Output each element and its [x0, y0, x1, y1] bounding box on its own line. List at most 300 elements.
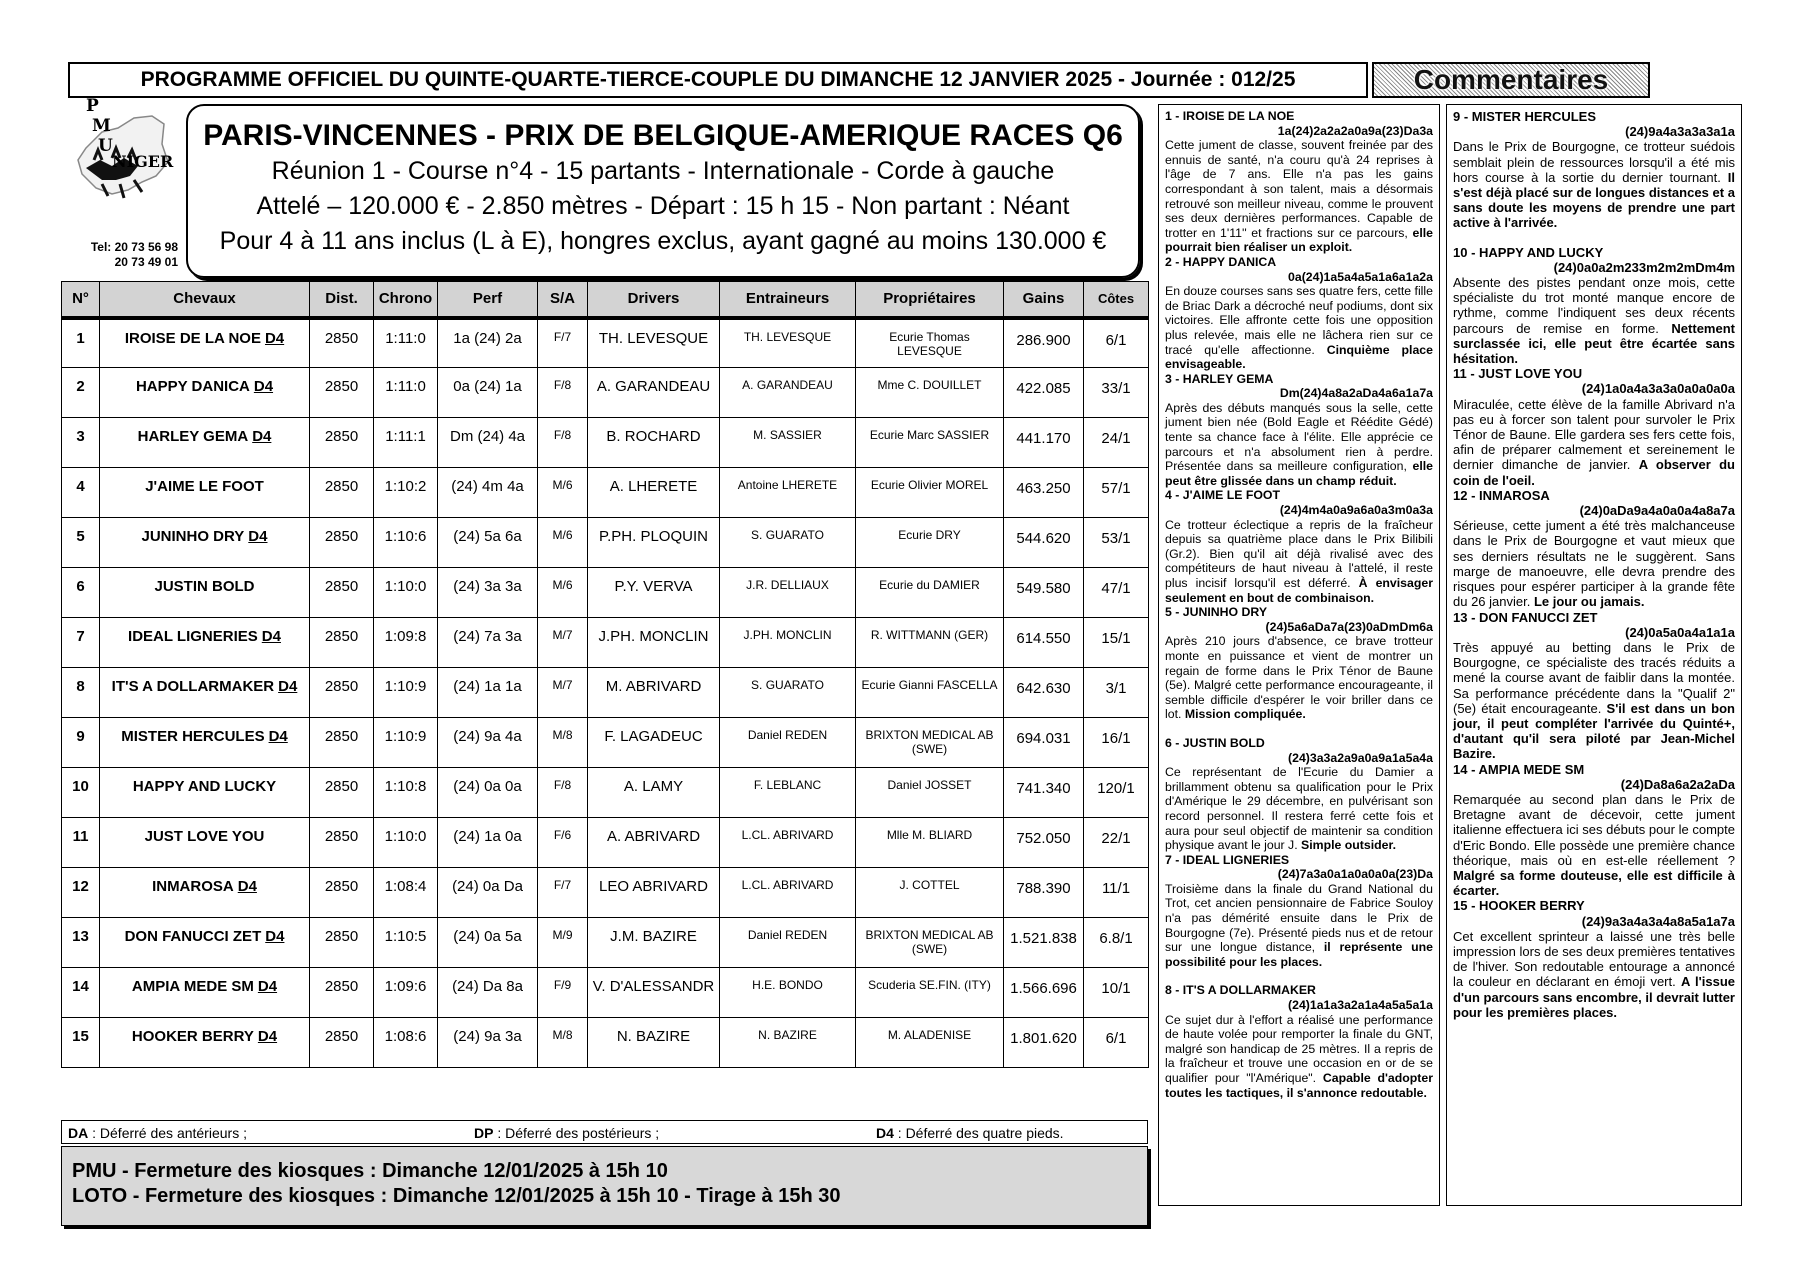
cell-owner: Ecurie Olivier MOREL [856, 468, 1004, 518]
cell-gains: 788.390 [1004, 868, 1084, 918]
cell-gains: 642.630 [1004, 668, 1084, 718]
table-row [62, 668, 1149, 718]
col-header-cotes: Côtes [1084, 282, 1149, 318]
cell-gains: 1.521.838 [1004, 918, 1084, 968]
cell-perf: (24) 0a 5a [438, 918, 538, 968]
comment-verdict: A observer du coin de l'oeil. [1453, 457, 1735, 488]
cell-driver: N. BAZIRE [588, 1018, 720, 1068]
comment-text [1165, 284, 1433, 372]
comment-horse-title: 4 - J'AIME LE FOOT [1165, 488, 1280, 503]
cell-gains: 1.566.696 [1004, 968, 1084, 1018]
comment-form-record: (24)1a1a3a2a1a4a5a5a1a [1288, 998, 1433, 1013]
comment-horse-title: 6 - JUSTIN BOLD [1165, 735, 1265, 750]
comment-horse-title: 1 - IROISE DE LA NOE [1165, 109, 1295, 123]
comment-block [1453, 488, 1735, 610]
horse-name: IDEAL LIGNERIES [128, 628, 258, 645]
comment-form-record: (24)0a5a0a4a1a1a [1625, 624, 1735, 640]
table-row [62, 368, 1149, 418]
cell-perf: (24) 9a 4a [438, 718, 538, 768]
cell-chrono: 1:10:9 [374, 718, 438, 768]
comment-text [1453, 929, 1735, 1020]
comment-form-record: 1a(24)2a2a2a0a9a(23)Da3a [1277, 123, 1433, 138]
cell-dist: 2850 [310, 318, 374, 368]
cell-sa: F/7 [538, 318, 588, 368]
comment-horse-title: 8 - IT'S A DOLLARMAKER [1165, 983, 1316, 998]
cell-owner: Ecurie du DAMIER [856, 568, 1004, 618]
table-row [62, 318, 1149, 368]
cell-cote: 120/1 [1084, 768, 1149, 818]
table-row [62, 468, 1149, 518]
cell-horse [100, 618, 310, 668]
cell-dist: 2850 [310, 618, 374, 668]
cell-dist: 2850 [310, 1018, 374, 1068]
comment-body: Troisième dans la finale du Grand National du Trot, cet ancien pensionnaire de Fabrice Souloy n'a pas démérité ensuite dans le Prix de Bourgogne (7e). Présenté pieds nus et de retour sur une longue distance, [1165, 881, 1433, 955]
comments-column-left [1158, 104, 1440, 1206]
cell-driver: A. ABRIVARD [588, 818, 720, 868]
comment-spacer [1165, 722, 1433, 736]
comments-tab-label: Commentaires [1413, 64, 1609, 95]
cell-chrono: 1:10:6 [374, 518, 438, 568]
cell-gains: 694.031 [1004, 718, 1084, 768]
comment-text [1165, 138, 1433, 255]
cell-cote: 16/1 [1084, 718, 1149, 768]
col-header-trainers: Entraineurs [720, 282, 856, 318]
horse-name: MISTER HERCULES [121, 728, 265, 745]
cell-chrono: 1:10:0 [374, 568, 438, 618]
cell-sa: M/6 [538, 468, 588, 518]
cell-sa: F/8 [538, 368, 588, 418]
cell-horse [100, 718, 310, 768]
cell-horse [100, 318, 310, 368]
cell-dist: 2850 [310, 918, 374, 968]
comment-body: Miraculée, cette élève de la famille Abrivard n'a pas eu à forcer son talent pour survoler le Prix Ténor de Baune. Elle gardera ses fers cette fois, afin de préparer calmement et sereinement le dernier dimanche de janvier. [1453, 396, 1735, 473]
comment-spacer [1165, 969, 1433, 983]
cell-perf: (24) 5a 6a [438, 518, 538, 568]
cell-trainer: N. BAZIRE [720, 1018, 856, 1068]
cell-gains: 544.620 [1004, 518, 1084, 568]
cell-trainer: L.CL. ABRIVARD [720, 868, 856, 918]
comments-tab [1372, 62, 1650, 98]
cell-driver: A. GARANDEAU [588, 368, 720, 418]
cell-gains: 463.250 [1004, 468, 1084, 518]
shoeing-badge: D4 [268, 728, 288, 745]
shoeing-badge: D4 [257, 1028, 278, 1045]
cell-trainer: Daniel REDEN [720, 718, 856, 768]
cell-chrono: 1:10:8 [374, 768, 438, 818]
comment-block [1453, 366, 1735, 488]
comment-text [1165, 882, 1433, 970]
cell-horse [100, 968, 310, 1018]
logo-letter-m: M [92, 116, 111, 136]
col-header-drivers: Drivers [588, 282, 720, 318]
cell-chrono: 1:09:6 [374, 968, 438, 1018]
cell-driver: LEO ABRIVARD [588, 868, 720, 918]
pmu-closing-line: PMU - Fermeture des kiosques : Dimanche 12/01/2025 à 15h 10 [72, 1160, 668, 1182]
comment-block [1165, 488, 1433, 605]
cell-cote: 10/1 [1084, 968, 1149, 1018]
cell-gains: 614.550 [1004, 618, 1084, 668]
comment-form-record: Dm(24)4a8a2aDa4a6a1a7a [1279, 386, 1433, 401]
horse-name: JUSTIN BOLD [154, 578, 255, 595]
cell-trainer: Daniel REDEN [720, 918, 856, 968]
legend-d4-code: D4 [876, 1125, 894, 1141]
comment-form-record: (24)3a3a2a9a0a9a1a5a4a [1288, 750, 1433, 765]
comment-verdict: Il s'est déjà placé sur de longues distances et a sans doute les moyens de prendre une part active à l'arrivée. [1453, 169, 1735, 231]
cell-owner: Mme C. DOUILLET [856, 368, 1004, 418]
cell-owner: Daniel JOSSET [856, 768, 1004, 818]
cell-cote: 22/1 [1084, 818, 1149, 868]
cell-perf: (24) 4m 4a [438, 468, 538, 518]
comment-horse-title: 10 - HAPPY AND LUCKY [1453, 244, 1604, 260]
cell-driver: M. ABRIVARD [588, 668, 720, 718]
cell-dist: 2850 [310, 968, 374, 1018]
cell-cote: 3/1 [1084, 668, 1149, 718]
cell-trainer: L.CL. ABRIVARD [720, 818, 856, 868]
shoeing-badge: D4 [252, 428, 272, 445]
comment-horse-title: 5 - JUNINHO DRY [1165, 605, 1268, 620]
horse-name: HAPPY DANICA [135, 378, 250, 395]
legend-d4 [876, 1125, 1064, 1141]
comment-body: Cette jument de classe, souvent freinée par des ennuis de santé, n'a couru qu'à 24 reprises à l'âge de 7 ans. Elle n'a pas les gains correspondant à son talent, mais a désormais retrouvé son meilleur niveau, comme le prouvent ses deux dernières performances. Capable de trotter en 1'11'' et fractions sur ce parcours, [1165, 138, 1433, 240]
comment-text [1453, 275, 1735, 366]
cell-trainer: TH. LEVESQUE [720, 318, 856, 368]
cell-gains: 286.900 [1004, 318, 1084, 368]
cell-horse [100, 1018, 310, 1068]
loto-closing-line: LOTO - Fermeture des kiosques : Dimanche 12/01/2025 à 15h 10 - Tirage à 15h 30 [72, 1185, 841, 1207]
comment-body: Ce représentant de l'Ecurie du Damier a brillamment obtenu sa qualification pour le Prix d'Amérique le 29 décembre, en pulvérisant son record personnel. Il restera ferré cette fois et aura pour seul objectif de maintenir sa condition physique avant le jour J. [1165, 765, 1433, 853]
cell-gains: 549.580 [1004, 568, 1084, 618]
comment-horse-title: 14 - AMPIA MEDE SM [1453, 761, 1585, 777]
race-info-box [186, 104, 1140, 278]
cell-gains: 752.050 [1004, 818, 1084, 868]
cell-cote: 53/1 [1084, 518, 1149, 568]
comment-verdict: il représente une possibilité pour les places. [1165, 940, 1433, 969]
comment-body: Remarquée au second plan dans le Prix de Bretagne avant de décevoir, cette jument italienne effectuera ici ses débuts pour le compte d'Eric Bondo. Elle possède une première chance théorique, mais où en est-elle réellement ? [1453, 791, 1735, 868]
cell-driver: V. D'ALESSANDR [588, 968, 720, 1018]
cell-gains: 741.340 [1004, 768, 1084, 818]
comment-verdict: S'il est dans un bon jour, il peut compléter l'arrivée du Quinté+, d'autant qu'il sera piloté par Jean-Michel Bazire. [1453, 700, 1735, 762]
cell-owner: Ecurie DRY [856, 518, 1004, 568]
cell-chrono: 1:10:5 [374, 918, 438, 968]
comment-text [1165, 765, 1433, 853]
table-row [62, 818, 1149, 868]
comment-block [1165, 255, 1433, 372]
cell-perf: 0a (24) 1a [438, 368, 538, 418]
comment-block [1453, 109, 1735, 231]
cell-driver: P.Y. VERVA [588, 568, 720, 618]
cell-dist: 2850 [310, 518, 374, 568]
shoeing-badge: D4 [264, 329, 285, 347]
comment-horse-title: 13 - DON FANUCCI ZET [1453, 609, 1598, 625]
legend-bar [61, 1120, 1148, 1144]
shoeing-badge: D4 [253, 378, 274, 395]
comment-form-record: 0a(24)1a5a4a5a1a6a1a2a [1288, 269, 1433, 284]
cell-cote: 6.8/1 [1084, 918, 1149, 968]
cell-num: 11 [62, 818, 100, 868]
comment-horse-title: 3 - HARLEY GEMA [1165, 371, 1274, 386]
cell-sa: M/8 [538, 1018, 588, 1068]
cell-dist: 2850 [310, 568, 374, 618]
comment-body: Après 210 jours d'absence, ce brave trotteur monte en puissance et vient de montrer un regain de forme dans le Prix Ténor de Baune (5e). Malgré cette performance encourageante, il semble difficile d'espérer le voir briller dans ce lot. [1165, 634, 1433, 722]
col-header-gains: Gains [1004, 282, 1084, 318]
phone-1: Tel: 20 73 56 98 [90, 240, 178, 254]
cell-horse [100, 368, 310, 418]
race-eligibility-line: Pour 4 à 11 ans inclus (L à E), hongres exclus, ayant gagné au moins 130.000 € [219, 227, 1107, 255]
horse-name: HAPPY AND LUCKY [132, 778, 277, 795]
cell-sa: M/7 [538, 618, 588, 668]
cell-horse [100, 418, 310, 468]
race-title: PARIS-VINCENNES - PRIX DE BELGIQUE-AMERIQUE RACES Q6 [203, 119, 1123, 152]
cell-trainer: M. SASSIER [720, 418, 856, 468]
cell-chrono: 1:08:4 [374, 868, 438, 918]
comments-column-right [1446, 104, 1742, 1206]
programme-banner: PROGRAMME OFFICIEL DU QUINTE-QUARTE-TIERCE-COUPLE DU DIMANCHE 12 JANVIER 2025 - Journée : 012/25 [68, 62, 1368, 98]
cell-trainer: J.R. DELLIAUX [720, 568, 856, 618]
cell-perf: (24) 7a 3a [438, 618, 538, 668]
horse-name: INMAROSA [152, 878, 234, 895]
comment-block [1165, 736, 1433, 853]
cell-trainer: F. LEBLANC [720, 768, 856, 818]
horse-name: HARLEY GEMA [137, 428, 249, 445]
cell-horse [100, 818, 310, 868]
comment-text [1165, 401, 1433, 489]
shoeing-badge: D4 [278, 678, 298, 695]
cell-num: 10 [62, 768, 100, 818]
cell-trainer: S. GUARATO [720, 668, 856, 718]
cell-dist: 2850 [310, 818, 374, 868]
comment-verdict: elle peut être glissée dans un champ réduit. [1165, 459, 1433, 488]
table-row [62, 568, 1149, 618]
shoeing-badge: D4 [265, 928, 285, 945]
cell-owner: Ecurie Thomas LEVESQUE [856, 318, 1004, 368]
cell-driver: J.M. BAZIRE [588, 918, 720, 968]
comment-text [1165, 1013, 1433, 1101]
comment-body: Ce trotteur éclectique a repris de la fraîcheur depuis sa quatrième place dans le Prix Bilibili (Gr.2). Bien qu'il ait déjà rivalisé avec des compétiteurs de haut niveau à l'attelé, il reste plus incisif lorsqu'il est déferré. [1165, 517, 1433, 590]
shoeing-badge: D4 [248, 528, 268, 545]
comment-form-record: (24)9a3a4a3a4a8a5a1a7a [1581, 913, 1735, 929]
legend-dp-text: : Déferré des postérieurs ; [493, 1125, 660, 1141]
cell-owner: J. COTTEL [856, 868, 1004, 918]
comment-horse-title: 12 - INMAROSA [1453, 487, 1550, 503]
comment-form-record: (24)1a0a4a3a3a0a0a0a0a [1581, 381, 1735, 397]
table-row [62, 718, 1149, 768]
comment-body: Ce sujet dur à l'effort a réalisé une performance de haute volée pour remporter la finale du GNT, malgré son handicap de 25 mètres. Il a repris de la fraîcheur et trouve une occasion en or de se qualifier pour "l'Amérique". [1165, 1012, 1433, 1085]
cell-chrono: 1:11:0 [374, 318, 438, 368]
comment-body: En douze courses sans ses quatre fers, cette fille de Briac Dark a décroché neuf podiums, dont six victoires. Elle affronte cette fois une opposition plus relevée, mais elle ne lâchera rien sur ce tracé qu'elle affectionne. [1165, 284, 1433, 357]
cell-owner: BRIXTON MEDICAL AB (SWE) [856, 918, 1004, 968]
col-header-dist: Dist. [310, 282, 374, 318]
cell-gains: 422.085 [1004, 368, 1084, 418]
comment-horse-title: 15 - HOOKER BERRY [1453, 898, 1585, 914]
comment-body: Absente des pistes pendant onze mois, cette spécialiste du trot monté manque encore de rythme, comme l'indiquent ses deux récents parcours de remise en forme. [1453, 275, 1735, 336]
cell-num: 4 [62, 468, 100, 518]
logo-niger-text: NIGER [112, 152, 174, 171]
table-header-row [62, 282, 1149, 318]
comment-horse-title: 2 - HAPPY DANICA [1165, 254, 1277, 269]
comment-verdict: Simple outsider. [1301, 838, 1397, 853]
comment-block [1165, 605, 1433, 722]
comment-form-record: (24)7a3a0a1a0a0a0a(23)Da [1277, 867, 1433, 882]
cell-dist: 2850 [310, 468, 374, 518]
legend-da [68, 1125, 247, 1141]
phone-2: 20 73 49 01 [114, 255, 178, 269]
cell-perf: Dm (24) 4a [438, 418, 538, 468]
comment-verdict: À envisager seulement en bout de combinaison. [1165, 576, 1433, 605]
comment-block [1453, 898, 1735, 1020]
cell-perf: (24) 3a 3a [438, 568, 538, 618]
logo-phone [66, 240, 178, 270]
comment-verdict: A l'issue d'un parcours sans encombre, il devrait lutter pour les premières places. [1453, 974, 1735, 1020]
cell-chrono: 1:11:0 [374, 368, 438, 418]
cell-chrono: 1:10:9 [374, 668, 438, 718]
cell-num: 5 [62, 518, 100, 568]
comment-body: Très appuyé au betting dans le Prix de Bourgogne, ce spécialiste des tracés réduits a mené la course avant de faiblir dans la montée. Sa performance précédente dans la "Qualif 2" (5e) était encourageante. [1453, 639, 1735, 716]
cell-cote: 6/1 [1084, 1018, 1149, 1068]
cell-driver: F. LAGADEUC [588, 718, 720, 768]
comment-block [1165, 853, 1433, 970]
cell-trainer: A. GARANDEAU [720, 368, 856, 418]
shoeing-badge: D4 [237, 878, 257, 895]
comment-text [1453, 792, 1735, 898]
comment-text [1453, 518, 1735, 609]
comment-body: Sérieuse, cette jument a été très malchanceuse dans le Prix de Bourgogne et vaut mieux que ses derniers résultats ne le suggèrent. Sans marge de manoeuvre, elle devra prendre des risques pour espérer participer à la grande fête du 26 janvier. [1453, 518, 1735, 610]
cell-chrono: 1:11:1 [374, 418, 438, 468]
cell-num: 3 [62, 418, 100, 468]
comment-verdict: Malgré sa forme douteuse, elle est difficile à écarter. [1453, 867, 1735, 899]
cell-dist: 2850 [310, 368, 374, 418]
cell-num: 9 [62, 718, 100, 768]
cell-trainer: H.E. BONDO [720, 968, 856, 1018]
cell-dist: 2850 [310, 418, 374, 468]
cell-horse [100, 568, 310, 618]
horse-name: JUNINHO DRY [141, 528, 245, 545]
cell-sa: F/8 [538, 418, 588, 468]
col-header-num: N° [62, 282, 100, 318]
comment-verdict: Capable d'adopter toutes les tactiques, il s'annonce redoutable. [1165, 1071, 1433, 1100]
cell-driver: B. ROCHARD [588, 418, 720, 468]
comment-block [1453, 762, 1735, 899]
comment-horse-title: 7 - IDEAL LIGNERIES [1165, 852, 1290, 867]
horse-name: J'AIME LE FOOT [145, 478, 264, 495]
cell-trainer: J.PH. MONCLIN [720, 618, 856, 668]
cell-trainer: Antoine LHERETE [720, 468, 856, 518]
cell-num: 13 [62, 918, 100, 968]
cell-sa: M/6 [538, 568, 588, 618]
cell-sa: M/9 [538, 918, 588, 968]
col-header-owners: Propriétaires [856, 282, 1004, 318]
table-row [62, 918, 1149, 968]
comment-body: Dans le Prix de Bourgogne, ce trotteur suédois semblait plein de ressources lorsqu'il a été mis hors course à la sortie du dernier tournant. [1453, 139, 1735, 185]
table-row [62, 868, 1149, 918]
cell-driver: J.PH. MONCLIN [588, 618, 720, 668]
cell-horse [100, 868, 310, 918]
cell-owner: Ecurie Gianni FASCELLA [856, 668, 1004, 718]
cell-owner: R. WITTMANN (GER) [856, 618, 1004, 668]
comment-form-record: (24)Da8a6a2a2aDa [1620, 776, 1735, 792]
col-header-sa: S/A [538, 282, 588, 318]
logo-letter-p: P [86, 96, 99, 116]
cell-driver: A. LAMY [588, 768, 720, 818]
cell-owner: Ecurie Marc SASSIER [856, 418, 1004, 468]
cell-sa: M/7 [538, 668, 588, 718]
cell-num: 12 [62, 868, 100, 918]
cell-chrono: 1:09:8 [374, 618, 438, 668]
cell-dist: 2850 [310, 868, 374, 918]
cell-num: 6 [62, 568, 100, 618]
horse-name: HOOKER BERRY [131, 1028, 254, 1045]
comment-block [1165, 109, 1433, 255]
race-meeting-line: Réunion 1 - Course n°4 - 15 partants - Internationale - Corde à gauche [271, 157, 1055, 185]
cell-cote: 11/1 [1084, 868, 1149, 918]
table-row [62, 418, 1149, 468]
comment-text [1453, 640, 1735, 762]
horse-name: IT'S A DOLLARMAKER [111, 678, 275, 695]
cell-trainer: S. GUARATO [720, 518, 856, 568]
comment-verdict: Le jour ou jamais. [1533, 594, 1645, 610]
table-row [62, 518, 1149, 568]
comment-verdict: Mission compliquée. [1184, 707, 1306, 722]
cell-perf: (24) Da 8a [438, 968, 538, 1018]
cell-cote: 24/1 [1084, 418, 1149, 468]
cell-horse [100, 468, 310, 518]
cell-num: 1 [62, 318, 100, 368]
cell-owner: M. ALADENISE [856, 1018, 1004, 1068]
cell-perf: (24) 1a 0a [438, 818, 538, 868]
cell-driver: TH. LEVESQUE [588, 318, 720, 368]
cell-dist: 2850 [310, 718, 374, 768]
comment-form-record: (24)0a0a2m233m2m2mDm4m [1553, 259, 1735, 275]
cell-perf: (24) 9a 3a [438, 1018, 538, 1068]
cell-horse [100, 518, 310, 568]
cell-num: 7 [62, 618, 100, 668]
cell-chrono: 1:08:6 [374, 1018, 438, 1068]
col-header-perf: Perf [438, 282, 538, 318]
cell-driver: A. LHERETE [588, 468, 720, 518]
comment-verdict: Nettement surclassée ici, elle peut être écartée sans hésitation. [1453, 320, 1735, 367]
cell-driver: P.PH. PLOQUIN [588, 518, 720, 568]
table-row [62, 618, 1149, 668]
comment-body: Après des débuts manqués sous la selle, cette jument bien née (Bold Eagle et Réédite Gédé) tente sa chance face à l'élite. Elle apprécie ce parcours et n'a absolument rien à perdre. Présentée dans sa meilleure configuration, [1165, 400, 1433, 474]
cell-num: 15 [62, 1018, 100, 1068]
horse-name: IROISE DE LA NOE [124, 329, 261, 347]
cell-num: 2 [62, 368, 100, 418]
comment-block [1165, 372, 1433, 489]
cell-chrono: 1:10:0 [374, 818, 438, 868]
cell-horse [100, 918, 310, 968]
cell-gains: 441.170 [1004, 418, 1084, 468]
cell-gains: 1.801.620 [1004, 1018, 1084, 1068]
shoeing-badge: D4 [257, 978, 278, 995]
comment-text [1165, 518, 1433, 606]
cell-cote: 15/1 [1084, 618, 1149, 668]
shoeing-badge: D4 [261, 628, 281, 645]
cell-sa: M/6 [538, 518, 588, 568]
horse-name: DON FANUCCI ZET [124, 928, 262, 945]
col-header-horses: Chevaux [100, 282, 310, 318]
comment-horse-title: 9 - MISTER HERCULES [1453, 109, 1597, 124]
table-row [62, 768, 1149, 818]
cell-dist: 2850 [310, 768, 374, 818]
horse-name: AMPIA MEDE SM [131, 978, 254, 995]
closing-times-box [61, 1146, 1148, 1226]
comment-body: Cet excellent sprinteur a laissé une très belle impression lors de ses deux premières tentatives de l'hiver. Son redoutable entourage a annoncé la couleur en déclarant en émoji vert. [1453, 928, 1735, 990]
runners-table [61, 281, 1149, 1068]
legend-dp [474, 1125, 659, 1141]
cell-perf: (24) 0a 0a [438, 768, 538, 818]
legend-d4-text: : Déferré des quatre pieds. [893, 1125, 1064, 1141]
cell-sa: M/8 [538, 718, 588, 768]
cell-num: 8 [62, 668, 100, 718]
